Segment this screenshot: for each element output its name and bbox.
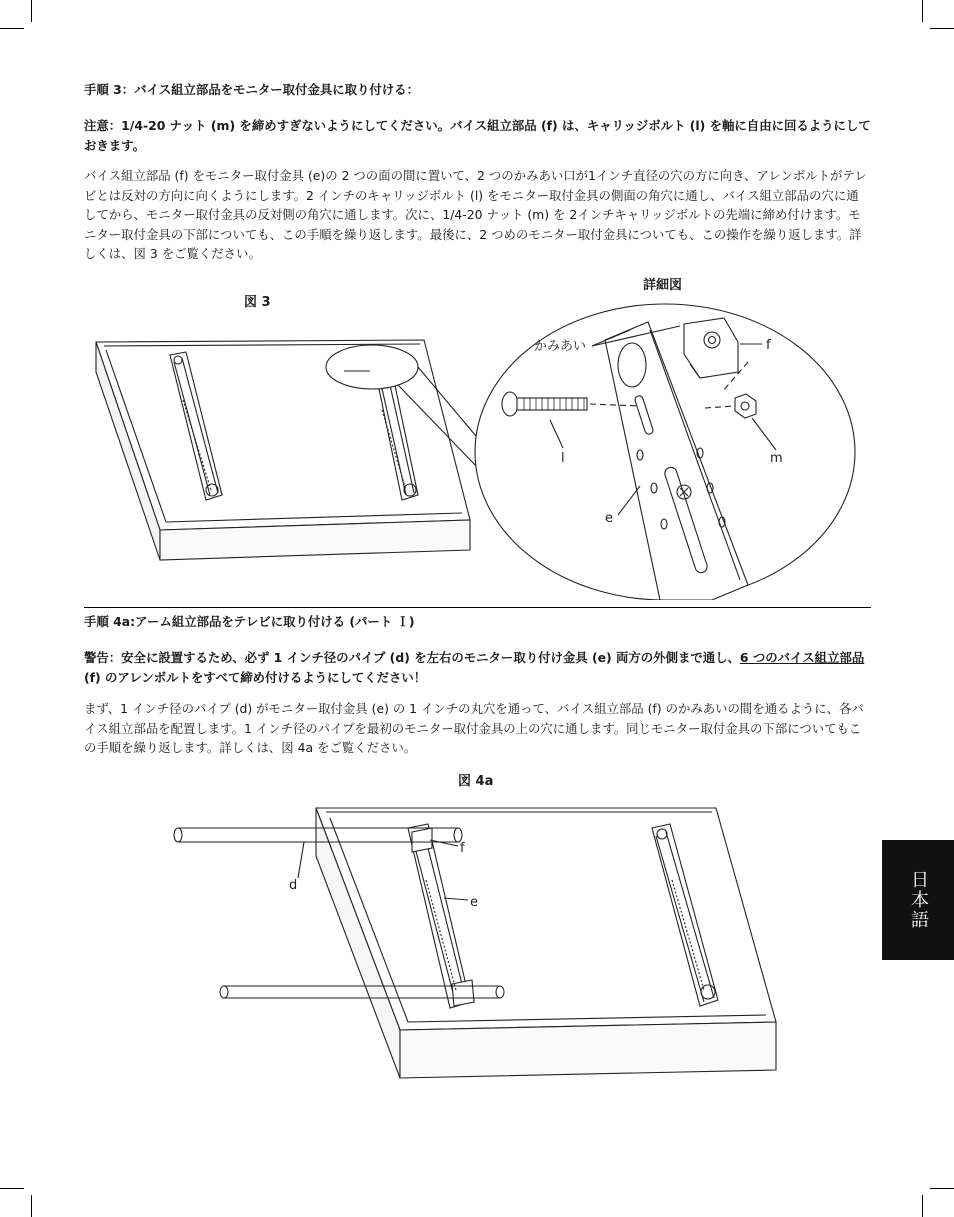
label-e: e xyxy=(605,511,613,526)
label-f-4a: f xyxy=(460,841,465,856)
detail-caption: 詳細図 xyxy=(643,278,683,293)
label-kamiai: かみあい xyxy=(534,339,587,354)
label-f: f xyxy=(766,338,771,353)
step3-heading: 手順 3：バイス組立部品をモニター取付金具に取り付ける： xyxy=(84,82,419,97)
warning-tail: (f) のアレンボルトをすべて締め付けるようにしてください！ xyxy=(84,670,427,685)
step3-body: バイス組立部品 (f) をモニター取付金具 (e)の 2 つの面の間に置いて、2 つのかみあい口が1インチ直径の穴の方に向き、アレンボルトがテレビとは反対の方向に向くようにします。2 インチのキャリッジボルト (l) をモニター取付金具の側面の角穴に通し、バイス組立部品の穴に通してから、モニター取付金具の反対側の角穴に通します。次に、1/4-20 ナット (m) を 2インチキャリッジボルトの先端に締め付けます。モニター取付金具の下部についても、この手順を繰り返します。最後に、2 つめのモニター取付金具についても、この操作を繰り返します。詳しくは、図 3 をご覧ください。 xyxy=(84,168,867,261)
language-tab-label: 日本語 xyxy=(908,870,929,930)
figure4a-caption: 図 4a xyxy=(458,774,494,789)
warning-main: 警告：安全に設置するため、必ず 1 インチ径のパイプ (d) を左右のモニター取り付け金具 (e) 両方の外側まで通し、 xyxy=(84,650,740,665)
label-m: m xyxy=(770,451,783,466)
step3-caution: 注意：1/4-20 ナット (m) を締めすぎないようにしてください。バイス組立部品 (f) は、キャリッジボルト (l) を軸に自由に回るようにしておきます。 xyxy=(84,118,871,153)
label-d-4a: d xyxy=(289,878,298,893)
step4a-heading: 手順 4a:アーム組立部品をテレビに取り付ける (パート Ｉ) xyxy=(84,614,415,629)
figure3-caption: 図 3 xyxy=(244,295,271,310)
tv-panel-edge-4a xyxy=(400,1022,776,1078)
label-l: l xyxy=(561,451,565,466)
warning-underlined: 6 つのバイス組立部品 xyxy=(739,650,865,665)
language-tab xyxy=(882,840,954,960)
step4a-body: まず、1 インチ径のパイプ (d) がモニター取付金具 (e) の 1 インチの丸穴を通って、バイス組立部品 (f) のかみあいの間を通るように、各バイス組立部品を配置します。1 インチ径のパイプを最初のモニター取付金具の上の穴に通します。同じモニター取付金具の下部についてもこの手順を繰り返します。詳しくは、図 4a をご覧ください。 xyxy=(84,701,864,755)
label-e-4a: e xyxy=(470,895,478,910)
